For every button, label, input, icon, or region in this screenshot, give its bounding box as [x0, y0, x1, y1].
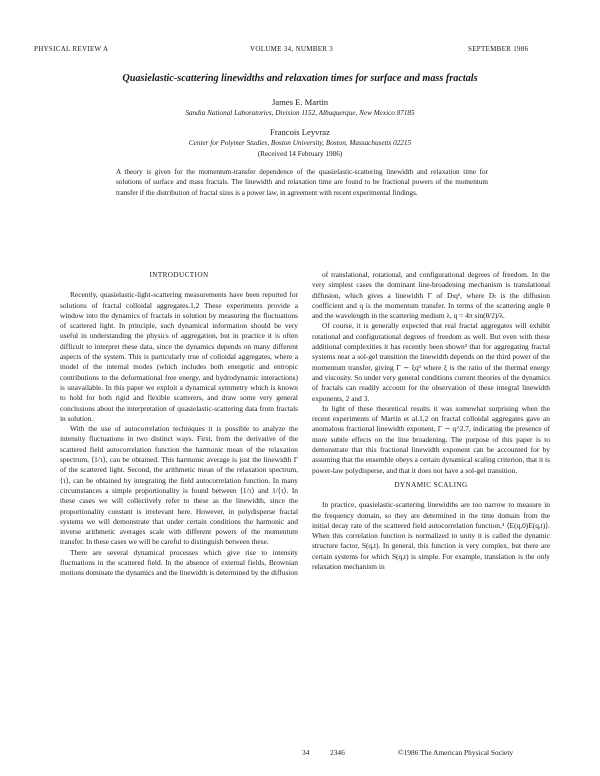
- paragraph: Of course, it is generally expected that real fractal aggregates will exhibit rotational and configurational degrees of freedom as well. But even with these additional complexities it has recently been shown³ that for aggregating fractal systems near a sol-gel transition the linewidth depends on the third power of the momentum transfer, giving Γ ∼ ξq³ where ξ is the ratio of the thermal energy and viscosity. So under very general conditions current theories of the dynamics of fractals can readily account for the observation of these integral linewidth exponents, 2 and 3.: [312, 321, 550, 403]
- paragraph: In light of these theoretical results it was somewhat surprising when the recent experiments of Martin et al.1,2 on fractal colloidal aggregates gave an anomalous fractional linewidth exponent, Γ ∼ q^2.7, indicating the presence of more subtle effects on the line broadening. The purpose of this paper is to demonstrate that this fractional linewidth exponent can be accounted for by assuming that the ensemble obeys a certain dynamical scaling criterion, that it is power-law polydisperse, and that it does not have a sol-gel transition.: [312, 403, 550, 475]
- issue-date: SEPTEMBER 1986: [468, 45, 529, 53]
- page-ref: 34: [302, 748, 310, 757]
- volume-number: VOLUME 34, NUMBER 3: [250, 45, 334, 53]
- received-date: (Received 14 February 1986): [257, 150, 343, 158]
- abstract: A theory is given for the momentum-transfer dependence of the quasielastic-scattering linewidth and relaxation time for solutions of surface and mass fractals. The linewidth and relaxation time are found to be fractional powers of the momentum transfer if the distribution of fractal sizes is a power law, in agreement with recent experimental findings.: [116, 168, 488, 197]
- right-column: [312, 270, 550, 572]
- author-name: James E. Martin: [271, 97, 329, 107]
- author-affiliation: Sandia National Laboratories, Division 1152, Albuquerque, New Mexico 87185: [185, 109, 415, 117]
- paragraph: There are several dynamical processes which give rise to intensity fluctuations in the scattered field. In the absence of external fields, Brownian motions dominate the dynamics and the linewidth is determined by the diffusion: [60, 547, 298, 578]
- left-column: [60, 270, 298, 579]
- paragraph: With the use of autocorrelation techniques it is possible to analyze the intensity fluctuations in two distinct ways. First, from the derivative of the scattered field autocorrelation function the harmonic mean of the relaxation spectrum, ⟨1/τ⟩, can be obtained. This harmonic average is just the linewidth Γ of the scattered light. Second, the arithmetic mean of the relaxation spectrum, ⟨τ⟩, can be obtained by integrating the field autocorrelation function. In many circumstances a simple proportionality is found between ⟨1/τ⟩ and 1/⟨τ⟩. In these cases we will collectively refer to these as the linewidth, since the proportionality constant is irrelevant here. However, in polydisperse fractal systems we will demonstrate that under certain conditions the harmonic and inverse arithmetic averages scale with different powers of the momentum transfer. In these cases we will be careful to distinguish between these.: [60, 424, 298, 547]
- author-name: Francois Leyvraz: [270, 127, 330, 137]
- paragraph: In practice, quasielastic-scattering linewidths are too narrow to measure in the frequency domain, so they are determined in the time domain from the initial decay rate of the scattered field autocorrelation function,⁴ ⟨E(q,0)E(q,t)⟩. When this correlation function is normalized to unity it is called the dynamic structure factor, S(q,t). In general, this function is very complex, but there are certain systems for which S(q,t) is simple. For example, translation is the only relaxation mechanism in: [312, 500, 550, 572]
- paragraph: of translational, rotational, and configurational degrees of freedom. In the very simplest cases the dominant line-broadening mechanism is translational diffusion, which gives a linewidth Γ of Dₜq², where Dₜ is the diffusion coefficient and q is the momentum transfer. In terms of the scattering angle θ and the wavelength in the scattering medium λ, q = 4π sin(θ/2)/λ.: [312, 270, 550, 321]
- page-number: 2346: [330, 748, 345, 757]
- journal-name: PHYSICAL REVIEW A: [34, 45, 109, 53]
- section-heading: INTRODUCTION: [149, 271, 209, 279]
- paragraph: Recently, quasielastic-light-scattering measurements have been reported for solutions of fractal colloidal aggregates.1,2 These experiments provide a window into the dynamics of fractals in solution by measuring the fluctuations of scattered light. In principle, such dynamical information should be very useful in understanding the physics of aggregation, but in practice it is often difficult to interpret these data, since the dynamics depends on many different aspects of the system. This is particularly true of colloidal aggregates, where a model of the internal modes (which includes both energetic and entropic contributions to the deformational free energy, and hydrodynamic interactions) is unavailable. In this paper we exploit a dynamical symmetry which is known to hold for both rigid and flexible scatterers, and draw some very general conclusions about the interpretation of quasielastic-scattering data from fractals in solution.: [60, 290, 298, 423]
- copyright: ©1986 The American Physical Society: [398, 748, 514, 757]
- author-affiliation: Center for Polymer Studies, Boston University, Boston, Massachusetts 02215: [188, 139, 412, 147]
- section-heading: DYNAMIC SCALING: [394, 480, 468, 489]
- paper-title: Quasielastic-scattering linewidths and relaxation times for surface and mass fractals: [122, 73, 478, 84]
